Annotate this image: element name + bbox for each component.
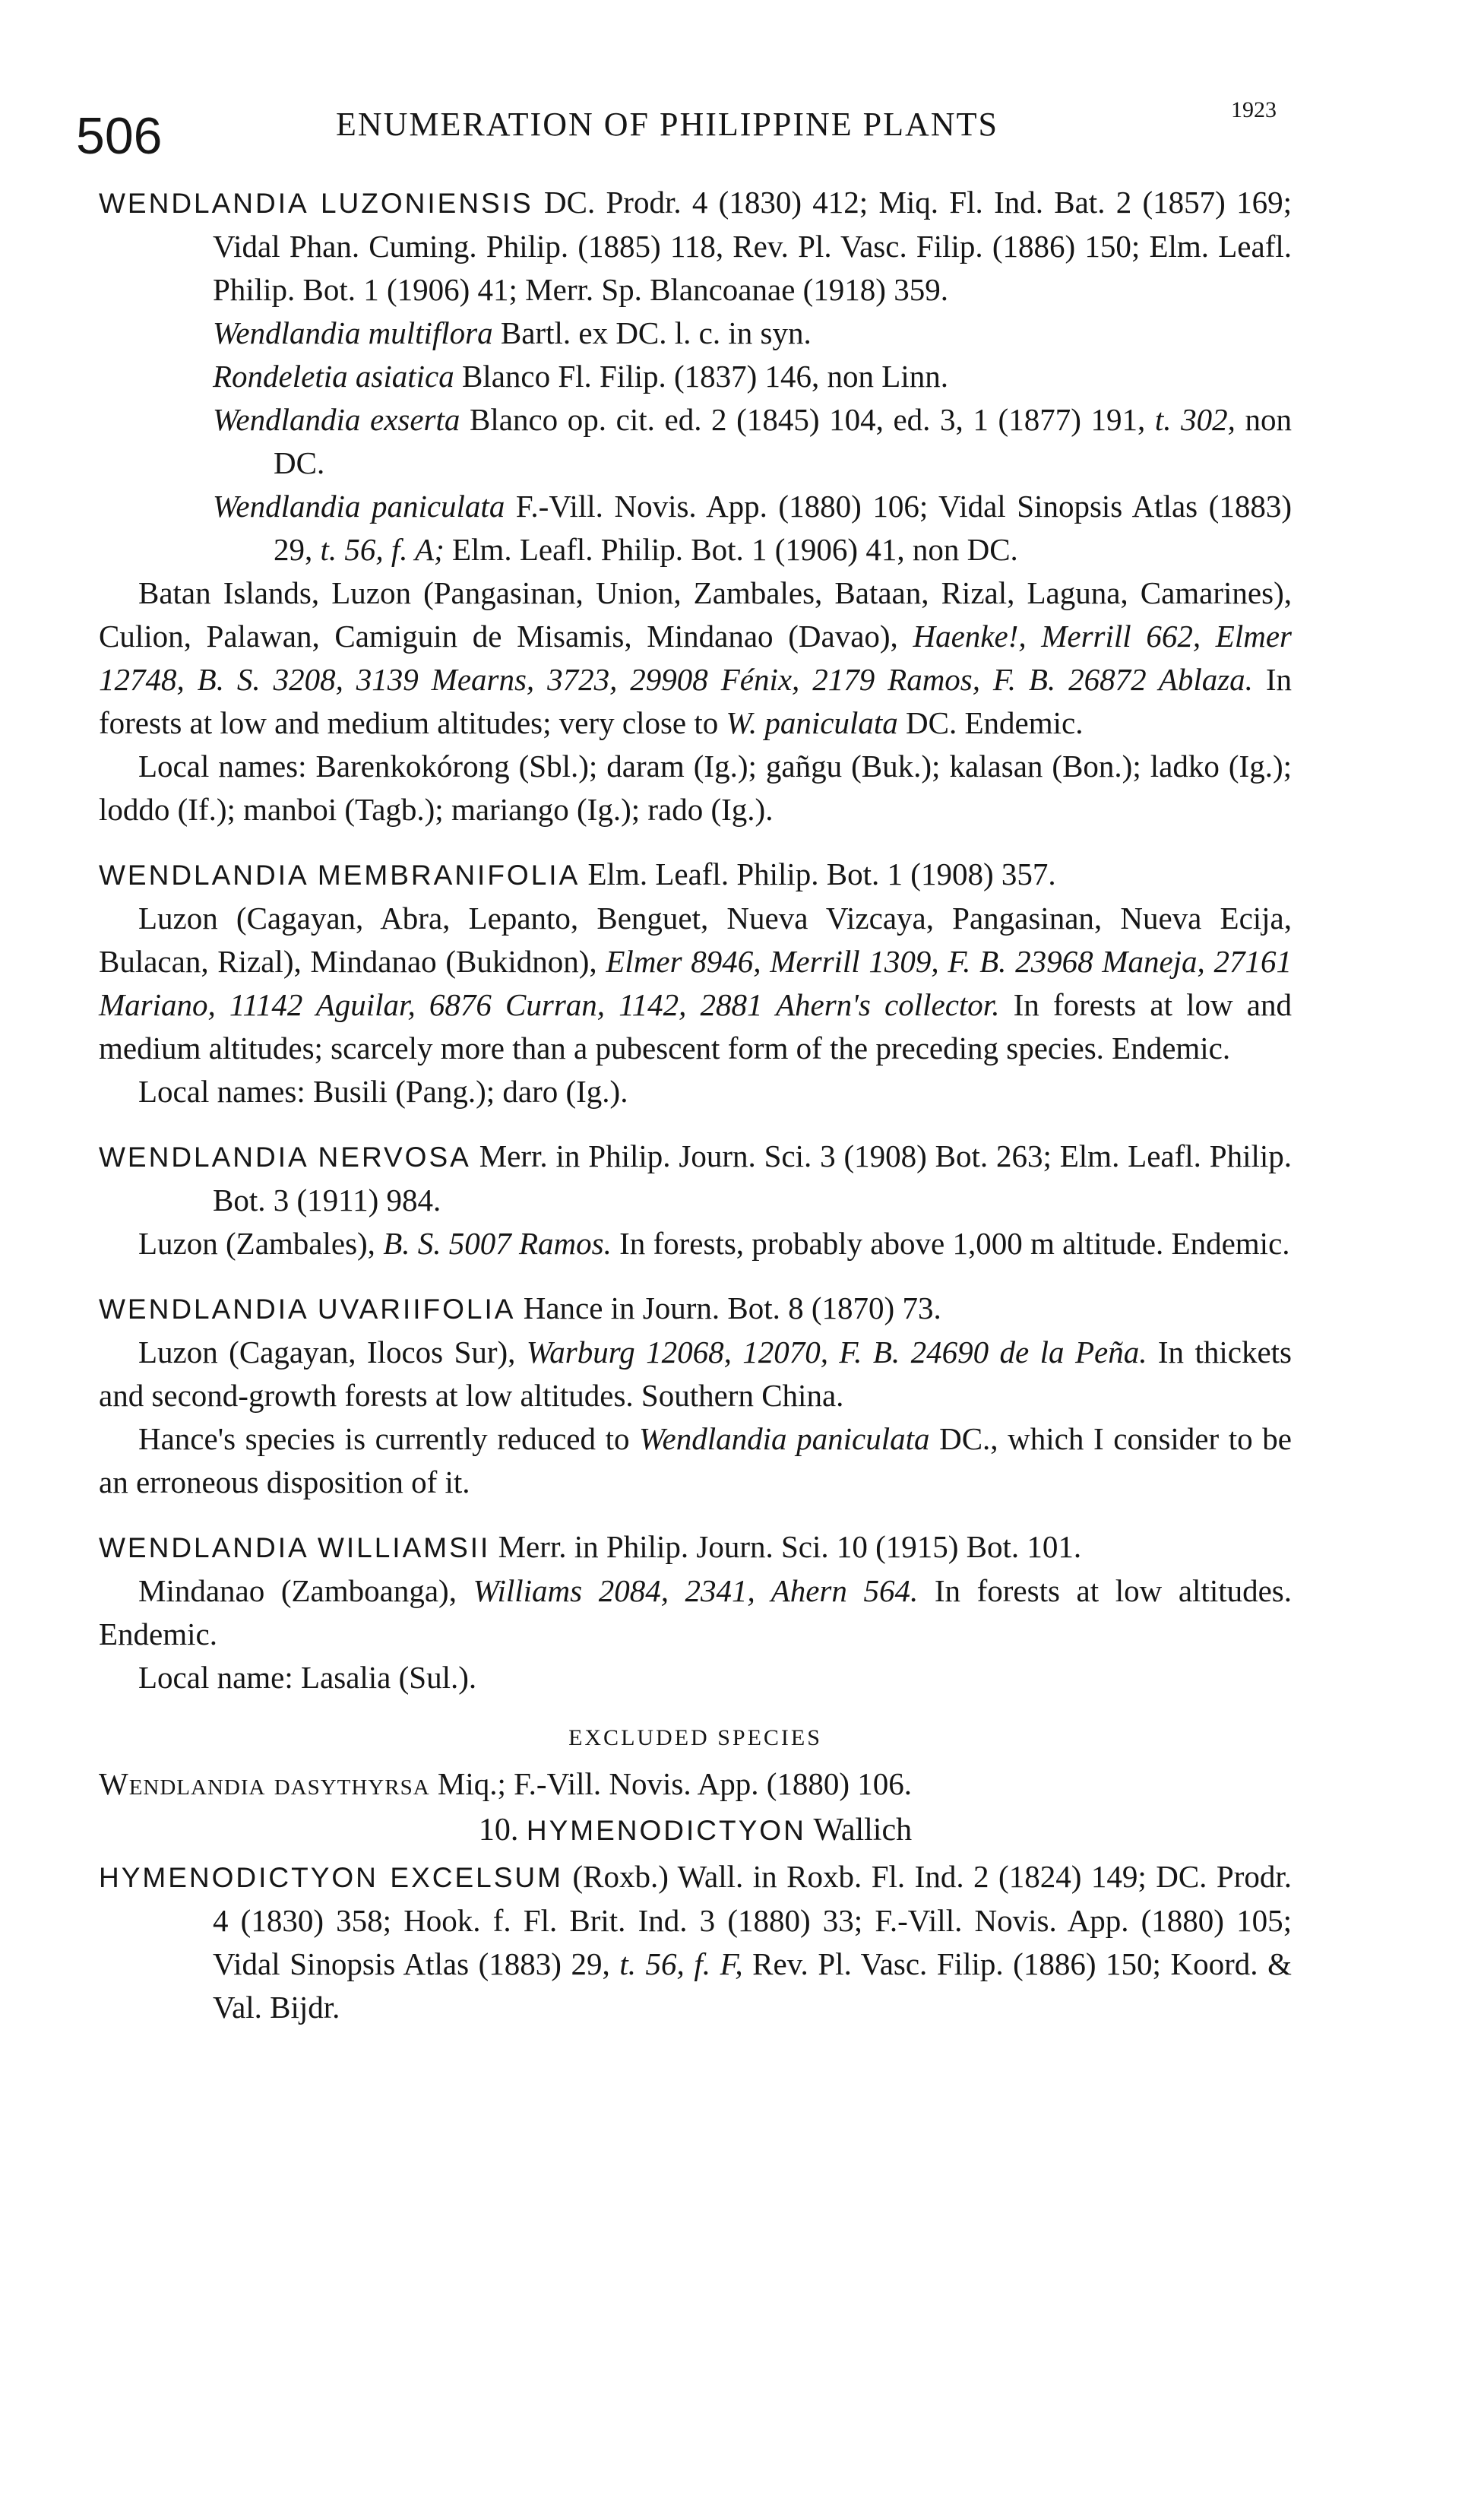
species-citation: Merr. in Philip. Journ. Sci. 3 (1908) Bot. 263; Elm. Leafl. Philip. Bot. 3 (1911) 984. [213,1138,1293,1218]
spacer [99,836,1292,853]
habitat-text: In thickets and second-growth forests at low altitudes. Southern China. [99,1335,1292,1413]
plate-ref: t. 56, f. F, [619,1946,743,1981]
species-citation: Elm. Leafl. Philip. Bot. 1 (1908) 357. [587,857,1056,891]
species-heading [99,1525,1292,1569]
note [99,1417,1292,1504]
synonym [99,312,1292,355]
species-name: WENDLANDIA LUZONIENSIS [99,188,533,219]
distribution-text: Batan Islands, Luzon (Pangasinan, Union, Zambales, Bataan, Rizal, Laguna, Camarines), Culion, Palawan, Camiguin de Misamis, Mindanao (Davao), [99,575,1292,654]
species-heading [99,1855,1292,2029]
header-year: 1923 [1231,97,1277,122]
species-name: WENDLANDIA NERVOSA [99,1142,471,1173]
collectors: Elmer 8946, Merrill 1309, F. B. 23968 Maneja, 27161 Mariano, 11142 Aguilar, 6876 Curran, 1142, 2881 Ahern's collector. [99,944,1292,1022]
synonym [99,355,1292,398]
endemic-text: DC. Endemic. [897,705,1084,740]
genus-heading [99,1809,1292,1852]
distribution [99,1331,1292,1417]
plate-ref: t. 56, f. A; [320,532,445,567]
note-text-end: DC., which I consider to be an erroneous disposition of it. [99,1421,1292,1499]
distribution [99,1222,1292,1265]
genus-number: 10. [478,1813,519,1848]
excluded-species-heading: EXCLUDED SPECIES [568,1725,822,1750]
synonym-citation-end: non DC. [274,402,1292,480]
distribution-text: Mindanao (Zamboanga), [138,1573,473,1608]
genus-author: Wallich [805,1813,913,1848]
species-heading [99,1287,1292,1331]
excluded-species-citation: Miq.; F.-Vill. Novis. App. (1880) 106. [429,1766,913,1801]
species-name: WENDLANDIA MEMBRANIFOLIA [99,860,581,891]
habitat-text: In forests at low and medium altitudes; scarcely more than a pubescent form of the preceding species. Endemic. [99,987,1292,1066]
local-names: Local names: Busili (Pang.); daro (Ig.). [138,1074,628,1109]
local-names: Local names: Barenkokórong (Sbl.); daram (Ig.); gañgu (Buk.); kalasan (Bon.); ladko (Ig.); loddo (If.); manboi (Tagb.); mariango (Ig.); rado (Ig.). [99,749,1292,827]
note-species: Wendlandia paniculata [639,1421,930,1456]
synonym-citation: Blanco Fl. Filip. (1837) 146, non Linn. [454,359,948,394]
collectors: Williams 2084, 2341, Ahern 564. [473,1573,919,1608]
synonym-citation: Blanco op. cit. ed. 2 (1845) 104, ed. 3, 1 (1877) 191, [460,402,1155,437]
species-entry-nervosa [99,1135,1292,1265]
species-citation: DC. Prodr. 4 (1830) 412; Miq. Fl. Ind. Bat. 2 (1857) 169; Vidal Phan. Cuming. Philip. (1885) 118, Rev. Pl. Vasc. Filip. (1886) 150; Elm. Leafl. Philip. Bot. 1 (1906) 41; Merr. Sp. Blancoanae (1918) 359. [213,185,1293,307]
species-heading [99,1135,1292,1222]
species-name: WENDLANDIA WILLIAMSII [99,1532,491,1563]
body-text [99,181,1292,2050]
species-citation: Hance in Journ. Bot. 8 (1870) 73. [523,1290,941,1325]
distribution-text: Luzon (Cagayan, Ilocos Sur), [138,1335,527,1370]
distribution-text: Luzon (Cagayan, Abra, Lepanto, Benguet, Nueva Vizcaya, Pangasinan, Nueva Ecija, Bulacan, Rizal), Mindanao (Bukidnon), [99,901,1292,979]
species-name: WENDLANDIA UVARIIFOLIA [99,1294,516,1325]
excluded-species-name: Wendlandia dasythyrsa [99,1766,430,1801]
species-entry-excelsum [99,1855,1292,2029]
collectors: Haenke!, Merrill 662, Elmer 12748, B. S. 3208, 3139 Mearns, 3723, 29908 Fénix, 2179 Ramos, F. B. 26872 Ablaza. [99,619,1292,697]
collectors: B. S. 5007 Ramos. [383,1226,612,1261]
genus-name: HYMENODICTYON [526,1815,806,1846]
running-title: ENUMERATION OF PHILIPPINE PLANTS [336,106,998,143]
habitat-text: In forests at low and medium altitudes; very close to [99,662,1293,740]
page-number: 506 [76,107,163,165]
species-citation: Merr. in Philip. Journ. Sci. 10 (1915) Bot. 101. [498,1529,1082,1564]
species-entry-williamsii [99,1525,1292,1699]
page-header [76,90,1307,166]
plate-ref: t. 302, [1154,402,1236,437]
synonym-citation: Bartl. ex DC. l. c. in syn. [492,315,812,350]
synonym-name: Wendlandia multiflora [213,315,493,350]
synonym [99,485,1292,572]
synonym-citation-end: Elm. Leafl. Philip. Bot. 1 (1906) 41, non DC. [444,532,1018,567]
distribution [99,897,1292,1070]
collectors: Warburg 12068, 12070, F. B. 24690 de la Peña. [526,1335,1147,1370]
species-name: HYMENODICTYON EXCELSUM [99,1862,563,1893]
species-heading [99,853,1292,897]
species-entry-luzoniensis [99,181,1292,831]
synonym [99,398,1292,485]
species-citation-end: Rev. Pl. Vasc. Filip. (1886) 150; Koord. & Val. Bijdr. [213,1946,1292,2025]
species-heading [99,181,1292,312]
distribution [99,572,1292,745]
species-entry-uvariifolia [99,1287,1292,1504]
species-entry-membranifolia [99,853,1292,1113]
synonym-citation: F.-Vill. Novis. App. (1880) 106; Vidal Sinopsis Atlas (1883) 29, [274,489,1292,567]
species-citation: (Roxb.) Wall. in Roxb. Fl. Ind. 2 (1824) 149; DC. Prodr. 4 (1830) 358; Hook. f. Fl. Brit. Ind. 3 (1880) 33; F.-Vill. Novis. App. (1880) 105; Vidal Sinopsis Atlas (1883) 29, [213,1859,1293,1981]
habitat-text: In forests at low altitudes. Endemic. [99,1573,1293,1651]
note-text: Hance's species is currently reduced to [138,1421,640,1456]
excluded-species-entry [99,1762,1292,1806]
related-species: W. paniculata [726,705,898,740]
distribution-text: Luzon (Zambales), [138,1226,384,1261]
synonym-name: Rondeletia asiatica [213,359,454,394]
local-names: Local name: Lasalia (Sul.). [138,1660,477,1695]
synonym-name: Wendlandia exserta [213,402,460,437]
distribution [99,1569,1292,1656]
habitat-text: In forests, probably above 1,000 m altitude. Endemic. [611,1226,1290,1261]
synonym-name: Wendlandia paniculata [213,489,505,524]
